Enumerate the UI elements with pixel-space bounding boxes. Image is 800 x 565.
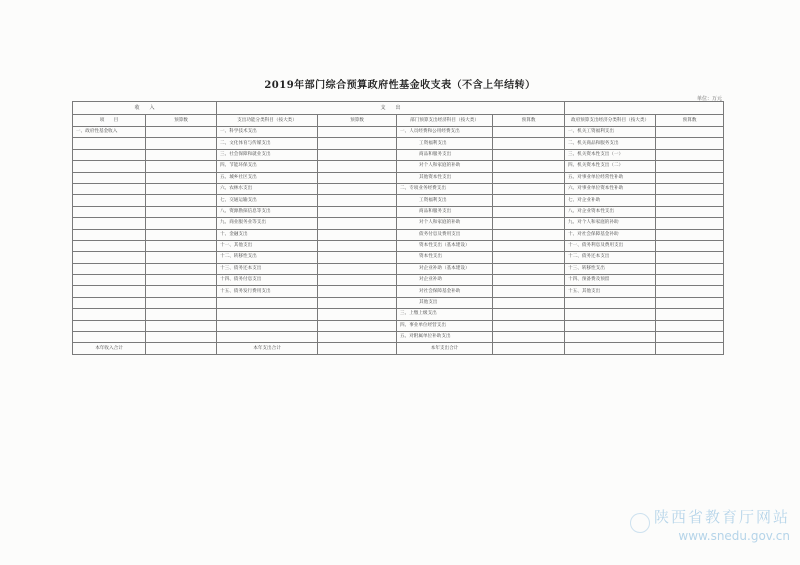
function-item-cell: 三、社会保障和就业支出 [217,149,318,160]
dept-econ-item-cell: 一、人员经费和公用经费支出 [397,127,493,138]
table-row [73,172,724,183]
budget-table [72,101,724,355]
income-amount-cell [146,309,217,320]
gov-econ-item-cell: 四、机关资本性支出（二） [565,161,656,172]
table-row [73,218,724,229]
dept-econ-amount-cell [493,332,565,343]
function-item-cell: 十五、债务发行费用支出 [217,286,318,297]
table-row [73,332,724,343]
table-row [73,206,724,217]
function-amount-cell [318,183,397,194]
income-item-cell [73,172,146,183]
income-item-cell [73,161,146,172]
gov-econ-item-cell: 二、机关商品和服务支出 [565,138,656,149]
gov-econ-amount-cell [656,332,724,343]
function-item-cell: 五、城乡社区支出 [217,172,318,183]
dept-econ-item-cell: 对企业补助 [397,275,493,286]
function-item-cell: 十、金融支出 [217,229,318,240]
dept-econ-amount-cell [493,320,565,331]
totals-row [73,343,724,354]
income-item-cell [73,229,146,240]
dept-econ-item-cell: 其他资本性支出 [397,172,493,183]
table-row [73,297,724,308]
function-item-cell: 九、商业服务业等支出 [217,218,318,229]
function-amount-cell [318,263,397,274]
gov-econ-amount-cell [656,263,724,274]
income-item-cell [73,218,146,229]
table-row [73,275,724,286]
income-item-cell [73,275,146,286]
income-item-cell [73,286,146,297]
table-row [73,252,724,263]
function-amount-cell [318,218,397,229]
function-amount-cell [318,127,397,138]
income-item-cell: 一、政府性基金收入 [73,127,146,138]
income-item-cell [73,183,146,194]
income-amount-cell [146,332,217,343]
income-amount-cell [146,275,217,286]
unit-label: 单位：万元 [696,96,722,102]
table-row [73,138,724,149]
column-header-row [73,115,724,127]
function-amount-cell [318,240,397,251]
total-cell: 本年收入合计 [73,343,146,354]
empty-group-header [565,102,724,115]
gov-econ-item-cell: 八、对企业资本性支出 [565,206,656,217]
gov-econ-item-cell: 七、对企业补助 [565,195,656,206]
dept-econ-amount-cell [493,195,565,206]
function-item-cell [217,332,318,343]
function-item-cell: 十二、转移性支出 [217,252,318,263]
gov-econ-amount-cell [656,138,724,149]
function-item-cell: 八、资源勘探信息等支出 [217,206,318,217]
dept-econ-item-cell: 其他支出 [397,297,493,308]
gov-econ-item-cell: 一、机关工资福利支出 [565,127,656,138]
dept-econ-item-cell: 资本性支出（基本建设） [397,240,493,251]
income-amount-cell [146,252,217,263]
gov-econ-amount-cell [656,127,724,138]
function-item-cell: 二、文化体育与传媒支出 [217,138,318,149]
watermark-logo-icon [630,513,650,533]
function-item-cell: 四、节能环保支出 [217,161,318,172]
function-item-cell: 六、农林水支出 [217,183,318,194]
income-amount-cell [146,218,217,229]
gov-econ-amount-cell [656,149,724,160]
function-amount-cell [318,297,397,308]
column-header: 政府预算支出经济分类科目（按大类） [565,115,656,127]
function-item-cell: 十四、债务付息支出 [217,275,318,286]
dept-econ-amount-cell [493,149,565,160]
income-item-cell [73,206,146,217]
table-row [73,309,724,320]
dept-econ-item-cell: 五、对附属单位补助支出 [397,332,493,343]
gov-econ-amount-cell [656,195,724,206]
gov-econ-amount-cell [656,286,724,297]
gov-econ-amount-cell [656,218,724,229]
income-amount-cell [146,183,217,194]
function-item-cell: 十一、其他支出 [217,240,318,251]
gov-econ-item-cell: 十三、转移性支出 [565,263,656,274]
function-amount-cell [318,161,397,172]
column-header: 部门预算支出经济科目（按大类） [397,115,493,127]
gov-econ-item-cell: 九、对个人和家庭的补助 [565,218,656,229]
table-row [73,286,724,297]
function-amount-cell [318,206,397,217]
table-row [73,195,724,206]
watermark [654,506,790,543]
function-amount-cell [318,320,397,331]
gov-econ-amount-cell [656,240,724,251]
income-item-cell [73,297,146,308]
income-amount-cell [146,127,217,138]
gov-econ-amount-cell [656,275,724,286]
budget-table-body [73,102,724,355]
dept-econ-amount-cell [493,275,565,286]
column-header: 预算数 [146,115,217,127]
dept-econ-amount-cell [493,183,565,194]
dept-econ-amount-cell [493,309,565,320]
income-item-cell [73,263,146,274]
total-cell [493,343,565,354]
dept-econ-amount-cell [493,161,565,172]
dept-econ-item-cell: 商品和服务支出 [397,149,493,160]
function-amount-cell [318,149,397,160]
gov-econ-item-cell: 五、对事业单位经常性补助 [565,172,656,183]
gov-econ-amount-cell [656,309,724,320]
function-amount-cell [318,138,397,149]
income-amount-cell [146,161,217,172]
function-amount-cell [318,332,397,343]
income-amount-cell [146,149,217,160]
dept-econ-amount-cell [493,218,565,229]
dept-econ-amount-cell [493,172,565,183]
total-cell [318,343,397,354]
watermark-site-name: 陕西省教育厅网站 [653,508,790,526]
dept-econ-amount-cell [493,138,565,149]
gov-econ-item-cell [565,320,656,331]
function-item-cell: 一、科学技术支出 [217,127,318,138]
function-amount-cell [318,195,397,206]
income-item-cell [73,195,146,206]
column-header: 预算数 [493,115,565,127]
table-row [73,240,724,251]
gov-econ-item-cell [565,297,656,308]
dept-econ-item-cell: 工资福利支出 [397,195,493,206]
gov-econ-item-cell: 十五、其他支出 [565,286,656,297]
income-amount-cell [146,138,217,149]
dept-econ-amount-cell [493,229,565,240]
gov-econ-amount-cell [656,229,724,240]
group-header-row [73,102,724,115]
column-header: 预算数 [656,115,724,127]
function-amount-cell [318,275,397,286]
dept-econ-amount-cell [493,263,565,274]
dept-econ-amount-cell [493,240,565,251]
income-amount-cell [146,297,217,308]
income-item-cell [73,240,146,251]
table-row [73,263,724,274]
income-amount-cell [146,195,217,206]
function-item-cell [217,320,318,331]
gov-econ-item-cell: 十二、债务还本支出 [565,252,656,263]
column-header: 项 目 [73,115,146,127]
dept-econ-item-cell: 资本性支出 [397,252,493,263]
income-amount-cell [146,263,217,274]
gov-econ-amount-cell [656,161,724,172]
gov-econ-item-cell: 三、机关资本性支出（一） [565,149,656,160]
dept-econ-item-cell: 债务付息及费用支出 [397,229,493,240]
column-header: 支出功能分类科目（按大类） [217,115,318,127]
total-cell [565,343,656,354]
income-amount-cell [146,229,217,240]
gov-econ-item-cell [565,332,656,343]
income-item-cell [73,320,146,331]
gov-econ-amount-cell [656,297,724,308]
gov-econ-amount-cell [656,252,724,263]
income-group-header: 收 入 [73,102,217,115]
gov-econ-item-cell: 六、对事业单位资本性补助 [565,183,656,194]
function-amount-cell [318,286,397,297]
total-cell: 本年支出合计 [397,343,493,354]
function-item-cell: 七、交通运输支出 [217,195,318,206]
income-item-cell [73,332,146,343]
function-item-cell: 十三、债务还本支出 [217,263,318,274]
dept-econ-item-cell: 商品和服务支出 [397,206,493,217]
dept-econ-item-cell: 二、专项业务经费支出 [397,183,493,194]
income-amount-cell [146,172,217,183]
dept-econ-item-cell: 对个人和家庭的补助 [397,161,493,172]
table-row [73,161,724,172]
income-amount-cell [146,206,217,217]
dept-econ-item-cell: 工资福利支出 [397,138,493,149]
column-header: 预算数 [318,115,397,127]
income-item-cell [73,309,146,320]
dept-econ-item-cell: 对个人和家庭的补助 [397,218,493,229]
watermark-url: www.snedu.gov.cn [678,529,790,543]
gov-econ-item-cell [565,309,656,320]
dept-econ-item-cell: 四、事业单位经营支出 [397,320,493,331]
expense-group-header: 支 出 [217,102,565,115]
function-amount-cell [318,252,397,263]
function-amount-cell [318,172,397,183]
table-row [73,229,724,240]
total-cell: 本年支出合计 [217,343,318,354]
dept-econ-item-cell: 三、上缴上级支出 [397,309,493,320]
function-amount-cell [318,309,397,320]
income-amount-cell [146,286,217,297]
income-item-cell [73,252,146,263]
gov-econ-item-cell: 十、对社会保障基金补助 [565,229,656,240]
total-cell [146,343,217,354]
function-item-cell [217,309,318,320]
dept-econ-amount-cell [493,127,565,138]
gov-econ-amount-cell [656,183,724,194]
dept-econ-amount-cell [493,252,565,263]
table-row [73,183,724,194]
dept-econ-item-cell: 对企业补助（基本建设） [397,263,493,274]
income-amount-cell [146,320,217,331]
dept-econ-amount-cell [493,286,565,297]
gov-econ-item-cell: 十四、预备费及预留 [565,275,656,286]
dept-econ-amount-cell [493,297,565,308]
dept-econ-item-cell: 对社会保障基金补助 [397,286,493,297]
total-cell [656,343,724,354]
table-row [73,127,724,138]
income-item-cell [73,149,146,160]
function-amount-cell [318,229,397,240]
dept-econ-amount-cell [493,206,565,217]
gov-econ-amount-cell [656,206,724,217]
gov-econ-amount-cell [656,320,724,331]
function-item-cell [217,297,318,308]
income-item-cell [73,138,146,149]
gov-econ-item-cell: 十一、债务利息及费用支出 [565,240,656,251]
gov-econ-amount-cell [656,172,724,183]
table-row [73,149,724,160]
income-amount-cell [146,240,217,251]
table-row [73,320,724,331]
document-title: 2019年部门综合预算政府性基金收支表（不含上年结转） [264,80,536,91]
